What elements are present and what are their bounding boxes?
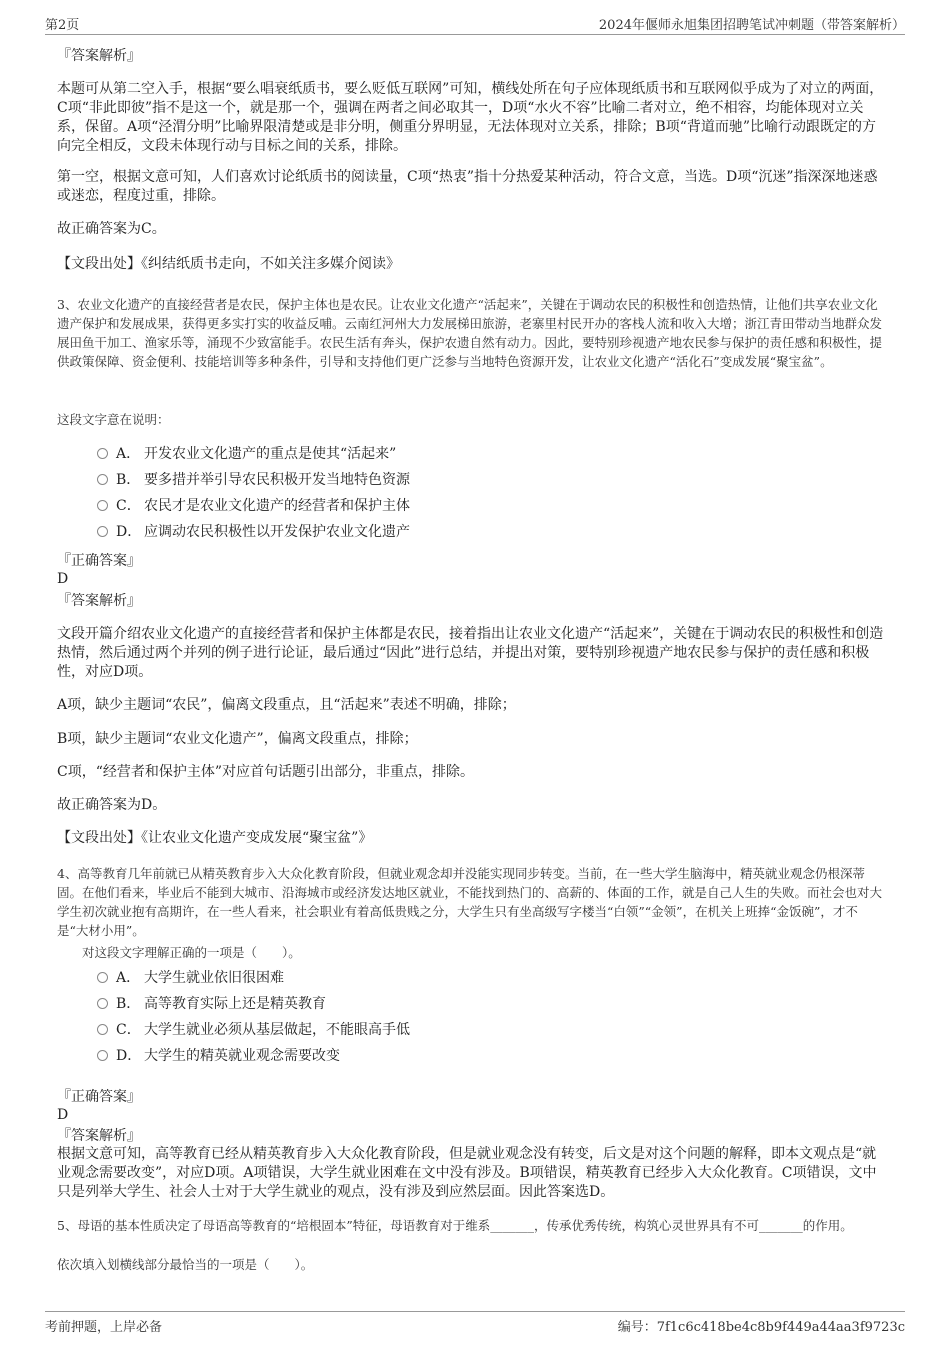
page-number: 第2页: [45, 18, 80, 33]
q3-analysis-label: 『答案解析』: [57, 593, 141, 609]
q3-source: 【文段出处】《让农业文化遗产变成发展“聚宝盆”》: [57, 830, 373, 846]
q5-stem: 5、母语的基本性质决定了母语高等教育的“培根固本”特征，母语教育对于维系_______，传承优秀传统，构筑心灵世界具有不可_______的作用。: [57, 1218, 853, 1233]
option-text: 高等教育实际上还是精英教育: [144, 996, 326, 1012]
q4-stem: 4、高等教育几年前就已从精英教育步入大众化教育阶段，但就业观念却并没能实现同步转变。当前，在一些大学生脑海中，精英就业观念仍根深蒂固。在他们看来，毕业后不能到大城市、沿海城市或经济发达地区就业，不能找到热门的、高薪的、体面的工作，就是自己人生的失败。而社会也对大学生初次就业抱有高期许，在一些人看来，社会职业有着高低贵贱之分，大学生只有坐高级写字楼当“白领”“金领”，在机关上班捧“金饭碗”，才不是“大材小用”。: [57, 866, 883, 938]
q2-analysis-paragraph-1: 本题可从第二空入手，根据“要么唱衰纸质书，要么贬低互联网”可知，横线处所在句子应体现纸质书和互联网似乎成为了对立的两面，C项“非此即彼”指不是这一个，就是那一个，强调在两者之间必取其一，D项“水火不容”比喻二者对立，绝不相容，均能体现对立关系，保留。A项“泾渭分明”比喻界限清楚或是非分明，侧重分界明显，无法体现对立关系，排除；B项“背道而驰”比喻行动跟既定的方向完全相反，文段未体现行动与目标之间的关系，排除。: [57, 81, 884, 154]
option-text: 应调动农民积极性以开发保护农业文化遗产: [144, 524, 410, 540]
q3-option-a[interactable]: A． 开发农业文化遗产的重点是使其“活起来”: [97, 445, 396, 464]
radio-icon[interactable]: [97, 1050, 108, 1061]
q4-prompt: 对这段文字理解正确的一项是（ ）。: [82, 945, 301, 960]
q4-option-d[interactable]: D． 大学生的精英就业观念需要改变: [97, 1047, 340, 1066]
option-text: 大学生就业依旧很困难: [144, 970, 284, 986]
q5-prompt: 依次填入划横线部分最恰当的一项是（ ）。: [57, 1257, 314, 1272]
q3-stem: 3、农业文化遗产的直接经营者是农民，保护主体也是农民。让农业文化遗产“活起来”，关键在于调动农民的积极性和创造热情，让他们共享农业文化遗产保护和发展成果，获得更多实打实的收益反哺。云南红河州大力发展梯田旅游，老寨里村民开办的客栈人流和收入大增；浙江青田带动当地群众发展田鱼干加工、渔家乐等，涌现不少致富能手。农民生活有奔头，保护农遗自然有动力。因此，要特别珍视遗产地农民参与保护的责任感和积极性，提供政策保障、资金便利、技能培训等多种条件，引导和支持他们更广泛参与当地特色资源开发，让农业文化遗产“活化石”变成发展“聚宝盆”。: [57, 297, 883, 369]
q2-source: 【文段出处】《纠结纸质书走向，不如关注多媒介阅读》: [57, 256, 400, 272]
q2-analysis-paragraph-2: 第一空，根据文意可知，人们喜欢讨论纸质书的阅读量，C项“热衷”指十分热爱某种活动，符合文意，当选。D项“沉迷”指深深地迷惑或迷恋，程度过重，排除。: [57, 169, 878, 204]
q2-analysis-label: 『答案解析』: [57, 48, 141, 64]
q4-option-b[interactable]: B． 高等教育实际上还是精英教育: [97, 995, 326, 1014]
radio-icon[interactable]: [97, 500, 108, 511]
radio-icon[interactable]: [97, 972, 108, 983]
option-text: 大学生就业必须从基层做起，不能眼高手低: [144, 1022, 410, 1038]
radio-icon[interactable]: [97, 448, 108, 459]
q4-option-a[interactable]: A． 大学生就业依旧很困难: [97, 969, 284, 988]
q3-prompt: 这段文字意在说明：: [57, 412, 170, 427]
option-text: 要多措并举引导农民积极开发当地特色资源: [144, 472, 410, 488]
q3-option-d[interactable]: D． 应调动农民积极性以开发保护农业文化遗产: [97, 523, 410, 542]
q3-option-b[interactable]: B． 要多措并举引导农民积极开发当地特色资源: [97, 471, 410, 490]
page-header: [45, 14, 905, 35]
radio-icon[interactable]: [97, 1024, 108, 1035]
q4-answer: D: [57, 1107, 69, 1123]
q3-conclusion: 故正确答案为D。: [57, 797, 167, 813]
page-footer: [45, 1311, 905, 1334]
q4-option-c[interactable]: C． 大学生就业必须从基层做起，不能眼高手低: [97, 1021, 410, 1040]
radio-icon[interactable]: [97, 526, 108, 537]
q2-conclusion: 故正确答案为C。: [57, 221, 166, 237]
option-text: 大学生的精英就业观念需要改变: [144, 1048, 340, 1064]
q4-analysis: 根据文意可知，高等教育已经从精英教育步入大众化教育阶段，但是就业观念没有转变，后文是对这个问题的解释，即本文观点是“就业观念需要改变”，对应D项。A项错误，大学生就业困难在文中没有涉及。B项错误，精英教育已经步入大众化教育。C项错误，文中只是列举大学生、社会人士对于大学生就业的观点，没有涉及到应然层面。因此答案选D。: [57, 1146, 877, 1200]
footer-slogan: 考前押题，上岸必备: [45, 1320, 163, 1335]
q3-analysis-c: C项，“经营者和保护主体”对应首句话题引出部分，非重点，排除。: [57, 764, 475, 780]
option-text: 开发农业文化遗产的重点是使其“活起来”: [144, 446, 397, 462]
q4-answer-label: 『正确答案』: [57, 1089, 141, 1105]
q3-analysis-b: B项，缺少主题词“农业文化遗产”，偏离文段重点，排除；: [57, 731, 418, 747]
radio-icon[interactable]: [97, 998, 108, 1009]
q4-analysis-label: 『答案解析』: [57, 1128, 141, 1144]
q3-option-c[interactable]: C． 农民才是农业文化遗产的经营者和保护主体: [97, 497, 410, 516]
q3-answer: D: [57, 571, 69, 587]
option-text: 农民才是农业文化遗产的经营者和保护主体: [144, 498, 410, 514]
q3-analysis-paragraph-1: 文段开篇介绍农业文化遗产的直接经营者和保护主体都是农民，接着指出让农业文化遗产“活起来”，关键在于调动农民的积极性和创造热情，然后通过两个并列的例子进行论证，最后通过“因此”进行总结，并提出对策，要特别珍视遗产地农民参与保护的责任感和积极性，对应D项。: [57, 626, 884, 680]
radio-icon[interactable]: [97, 474, 108, 485]
q3-answer-label: 『正确答案』: [57, 553, 141, 569]
document-code: 编号：7f1c6c418be4c8b9f449a44aa3f9723c: [617, 1320, 905, 1335]
document-title: 2024年偃师永旭集团招聘笔试冲刺题（带答案解析）: [598, 18, 905, 33]
q3-analysis-a: A项，缺少主题词“农民”，偏离文段重点，且“活起来”表述不明确，排除；: [57, 697, 516, 713]
